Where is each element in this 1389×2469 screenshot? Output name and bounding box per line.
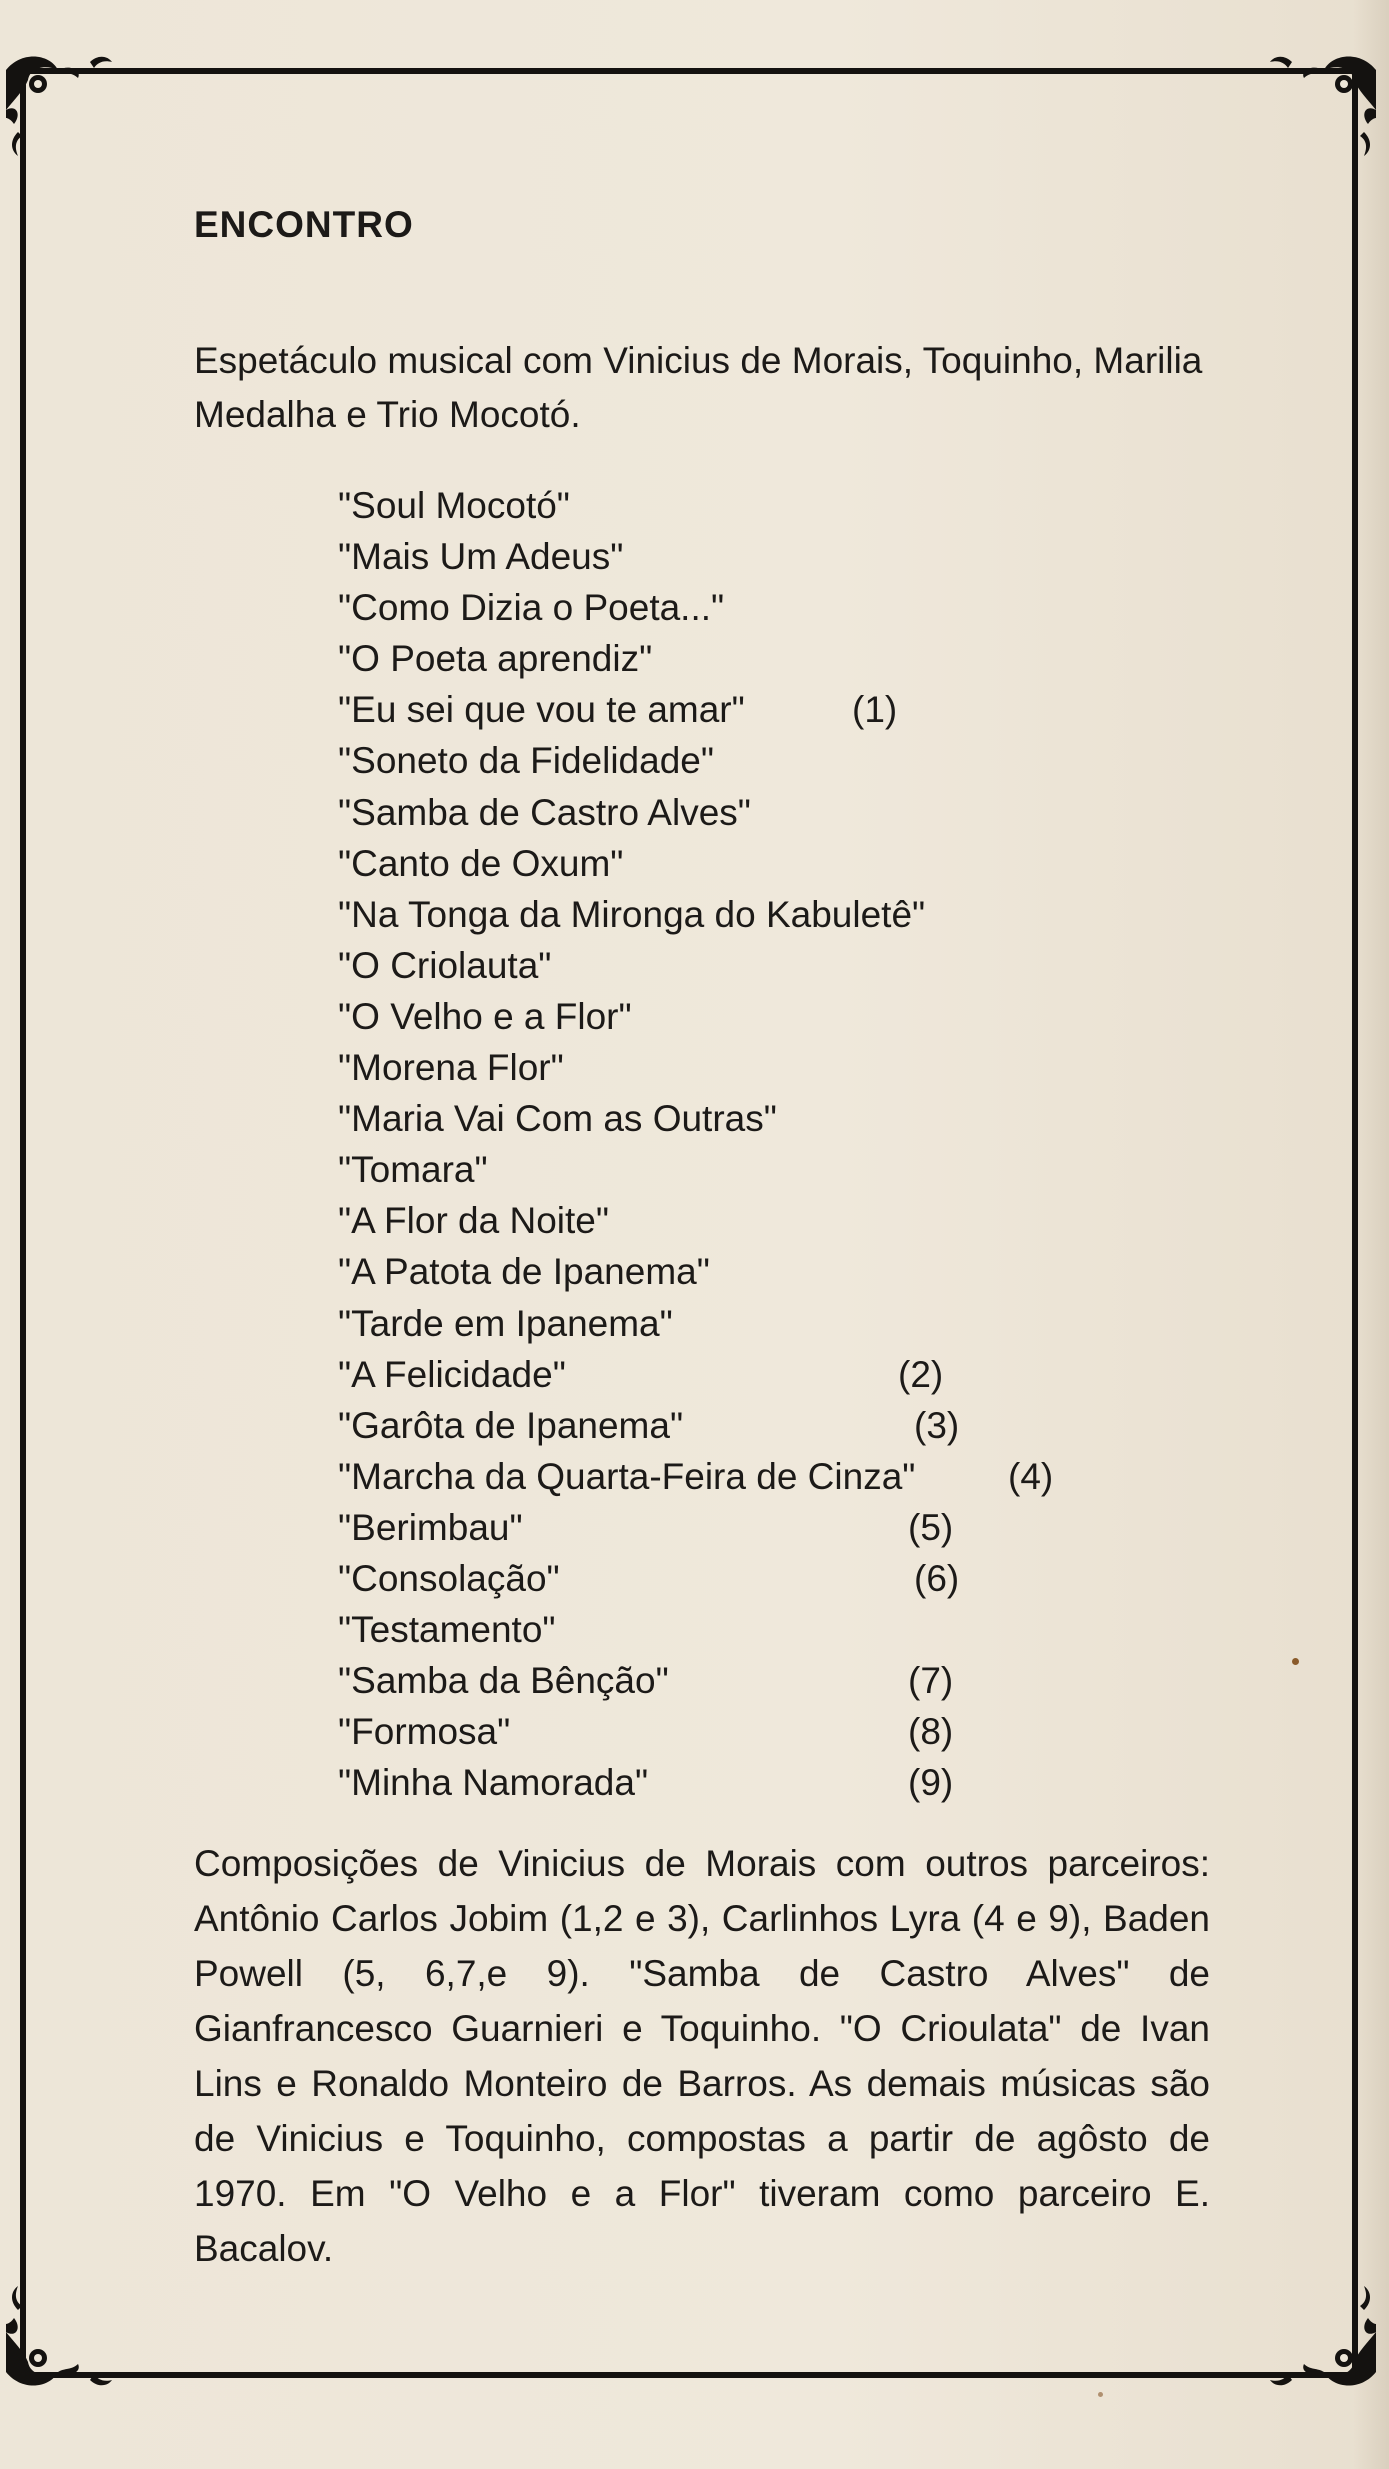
corner-ornament-icon	[1262, 2278, 1382, 2398]
song-item	[338, 582, 1138, 633]
song-item	[338, 1144, 1138, 1195]
song-title: "Eu sei que vou te amar"	[338, 689, 745, 731]
song-item	[338, 1553, 1138, 1604]
song-title: "Berimbau"	[338, 1506, 523, 1548]
song-item	[338, 787, 1138, 838]
song-title: "Tomara"	[338, 1149, 488, 1191]
song-item	[338, 991, 1138, 1042]
song-title: "O Poeta aprendiz"	[338, 638, 653, 680]
song-footnote-marker: (3)	[914, 1404, 960, 1446]
song-item	[338, 1042, 1138, 1093]
song-item	[338, 1451, 1138, 1502]
song-title: "Tarde em Ipanema"	[338, 1302, 673, 1344]
song-title: "Consolação"	[338, 1557, 560, 1599]
song-title: "O Velho e a Flor"	[338, 995, 632, 1037]
song-item	[338, 889, 1138, 940]
song-title: "Soul Mocotó"	[338, 485, 570, 526]
song-title: "Samba de Castro Alves"	[338, 791, 751, 833]
song-title: "Marcha da Quarta-Feira de Cinza"	[338, 1455, 916, 1497]
song-footnote-marker: (9)	[908, 1762, 954, 1804]
song-title: "Canto de Oxum"	[338, 842, 624, 884]
song-item	[338, 1502, 1138, 1553]
song-item	[338, 684, 1138, 735]
corner-ornament-icon	[0, 2278, 120, 2398]
song-list	[338, 480, 1138, 1808]
song-item	[338, 1093, 1138, 1144]
song-title: "Formosa"	[338, 1711, 511, 1753]
song-item	[338, 633, 1138, 684]
song-title: "Mais Um Adeus"	[338, 536, 624, 578]
song-footnote-marker: (1)	[852, 689, 898, 731]
song-title: "A Patota de Ipanema"	[338, 1251, 710, 1293]
song-title: "Como Dizia o Poeta..."	[338, 587, 725, 629]
song-title: "Garôta de Ipanema"	[338, 1404, 684, 1446]
song-title: "O Criolauta"	[338, 944, 552, 986]
song-item	[338, 1655, 1138, 1706]
song-title: "Samba da Bênção"	[338, 1660, 669, 1702]
song-item	[338, 1757, 1138, 1808]
song-title: "Na Tonga da Mironga do Kabuletê"	[338, 893, 926, 935]
song-item	[338, 838, 1138, 889]
paper-speck	[1292, 1658, 1299, 1665]
song-title: "A Flor da Noite"	[338, 1200, 609, 1242]
corner-ornament-icon	[1262, 44, 1382, 164]
song-title: "Morena Flor"	[338, 1047, 564, 1089]
song-footnote-marker: (5)	[908, 1506, 954, 1548]
song-footnote-marker: (4)	[1008, 1455, 1054, 1497]
credits-paragraph: Composições de Vinicius de Morais com outros parceiros: Antônio Carlos Jobim (1,2 e 3), Carlinhos Lyra (4 e 9), Baden Powell (5, 6,7,e 9). "Samba de Castro Alves" de Gianfrancesco Guarnieri e Toquinho. "O Crioulata" de Ivan Lins e Ronaldo Monteiro de Barros. As demais músicas são de Vinicius e Toquinho, compostas a partir de agôsto de 1970. Em "O Velho e a Flor" tiveram como parceiro E. Bacalov.	[194, 1843, 1210, 2269]
song-item	[338, 735, 1138, 786]
song-title: "Soneto da Fidelidade"	[338, 740, 714, 782]
song-title: "Minha Namorada"	[338, 1762, 649, 1804]
song-item	[338, 1349, 1138, 1400]
song-item	[338, 1298, 1138, 1349]
song-title: "Testamento"	[338, 1609, 556, 1651]
song-item	[338, 1195, 1138, 1246]
song-item	[338, 531, 1138, 582]
song-item	[338, 940, 1138, 991]
page-title: ENCONTRO	[194, 204, 414, 245]
page-edge-shadow	[1353, 0, 1389, 2469]
song-item	[338, 1246, 1138, 1297]
song-item	[338, 1604, 1138, 1655]
song-item	[338, 1400, 1138, 1451]
song-footnote-marker: (2)	[898, 1353, 944, 1395]
song-item	[338, 1706, 1138, 1757]
song-footnote-marker: (8)	[908, 1711, 954, 1753]
song-title: "Maria Vai Com as Outras"	[338, 1098, 777, 1140]
corner-ornament-icon	[0, 44, 120, 164]
paper-speck	[1098, 2392, 1103, 2397]
song-footnote-marker: (6)	[914, 1557, 960, 1599]
song-footnote-marker: (7)	[908, 1660, 954, 1702]
intro-paragraph: Espetáculo musical com Vinicius de Morais, Toquinho, Marilia Medalha e Trio Mocotó.	[194, 340, 1203, 435]
song-title: "A Felicidade"	[338, 1353, 566, 1395]
song-item	[338, 480, 1138, 531]
